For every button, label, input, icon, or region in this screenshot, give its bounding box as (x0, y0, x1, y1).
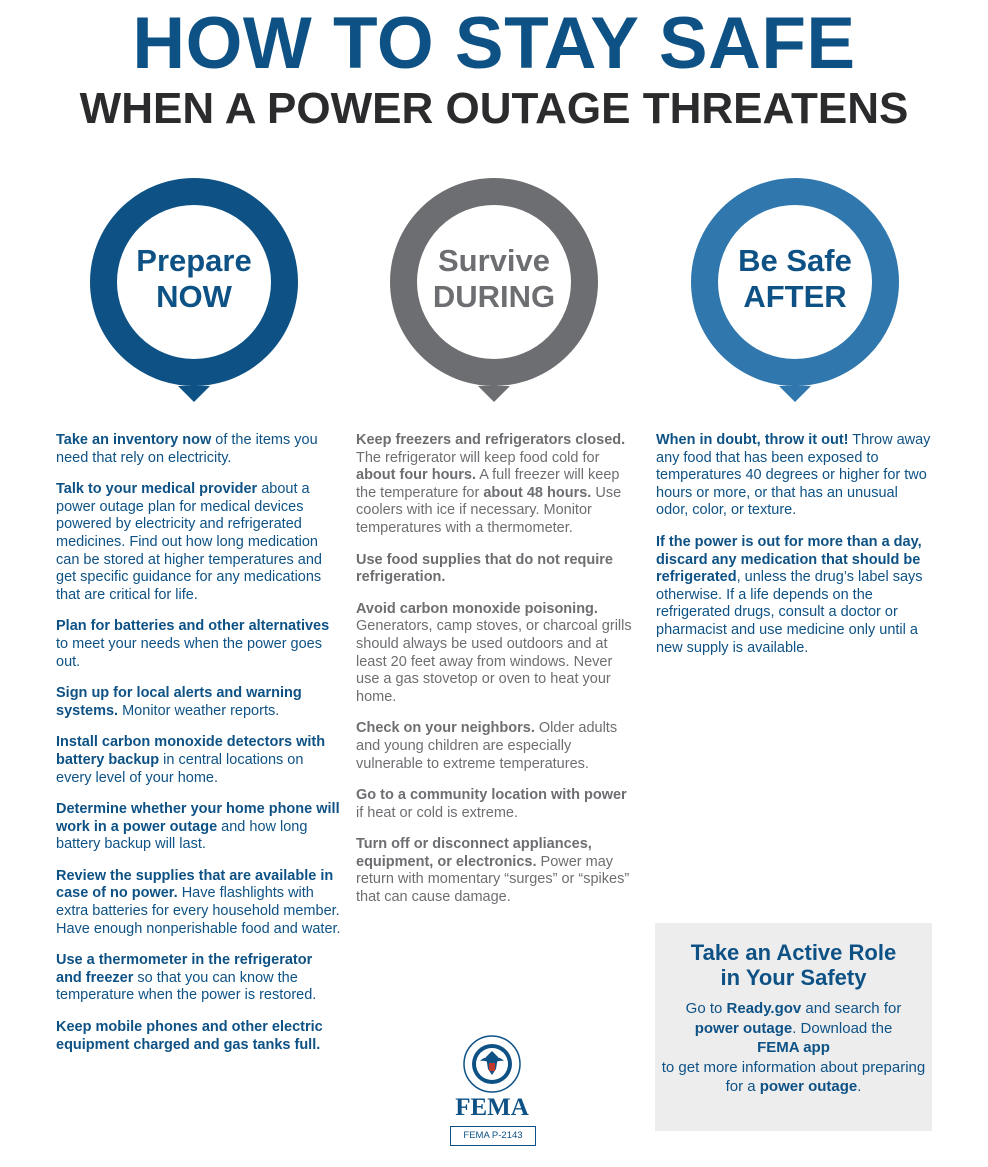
after-item: When in doubt, throw it out! Throw away any food that has been exposed to temperatures 40 degrees or higher for two hours or more, or that has an unusual odor, color, or texture. (656, 432, 931, 519)
publication-code: FEMA P-2143 (450, 1126, 536, 1146)
fema-logo-text: FEMA (455, 1094, 529, 1121)
prepare-item: Talk to your medical provider about a power outage plan for medical devices powered by electricity and refrigerated medicines. Find out how long medication can be stored at higher temperatures and get specific guidance for any medications that are critical for life. (56, 481, 322, 603)
active-role-body: Go to Ready.gov and search for power outage. Download the FEMA app to get more information about preparing for a power outage. (661, 1000, 926, 1095)
survive-item: Avoid carbon monoxide poisoning. Generators, camp stoves, or charcoal grills should always be used outdoors and at least 20 feet away from windows. Never use a gas stovetop or oven to heat your home. (356, 600, 632, 705)
prepare-item: Sign up for local alerts and warning systems. Monitor weather reports. (56, 685, 302, 719)
prepare-item: Take an inventory now of the items you need that rely on electricity. (56, 432, 318, 466)
survive-item: Go to a community location with power if heat or cold is extreme. (356, 787, 627, 821)
survive-during-ring (390, 178, 598, 386)
survive-line2: DURING (432, 279, 556, 314)
prepare-item: Determine whether your home phone will work in a power outage and how long battery backup will last. (56, 801, 340, 853)
after-line2: AFTER (743, 279, 847, 314)
ready-gov-link: Ready.gov (726, 1000, 802, 1017)
active-role-box (655, 923, 932, 1131)
page-title: HOW TO STAY SAFE (132, 3, 856, 84)
survive-item: Check on your neighbors. Older adults and young children are especially vulnerable to extreme temperatures. (356, 720, 618, 772)
prepare-column (56, 432, 341, 1068)
survive-item: Turn off or disconnect appliances, equipment, or electronics. Power may return with momentary “surges” or “spikes” that can cause damage. (356, 836, 630, 906)
prepare-item: Use a thermometer in the refrigerator and freezer so that you can know the temperature when the power is restored. (56, 952, 317, 1004)
dhs-seal-icon (463, 1035, 521, 1093)
after-line1: Be Safe (738, 243, 852, 278)
survive-column (356, 432, 632, 921)
page-subtitle: WHEN A POWER OUTAGE THREATENS (79, 84, 909, 133)
prepare-item: Install carbon monoxide detectors with battery backup in central locations on every level of your home. (56, 734, 326, 786)
after-column (656, 432, 931, 671)
prepare-line1: Prepare (136, 243, 252, 278)
active-role-title: Take an Active Role in Your Safety (690, 940, 897, 990)
survive-line1: Survive (437, 243, 550, 278)
after-item: If the power is out for more than a day, discard any medication that should be refrigerated, unless the drug’s label says otherwise. If a life depends on the refrigerated drugs, consult a doctor or pharmacist and use medicine only until a new supply is available. (656, 533, 923, 656)
after-arrow-down-icon (779, 386, 811, 402)
prepare-arrow-down-icon (178, 386, 210, 402)
prepare-item: Keep mobile phones and other electric equipment charged and gas tanks full. (56, 1019, 323, 1053)
be-safe-after-ring (691, 178, 899, 386)
survive-item: Use food supplies that do not require refrigeration. (356, 551, 613, 586)
prepare-line2: NOW (156, 279, 232, 314)
prepare-now-ring (90, 178, 298, 386)
survive-arrow-down-icon (478, 386, 510, 402)
prepare-item: Review the supplies that are available in case of no power. Have flashlights with extra batteries for every household member. Have enough nonperishable food and water. (56, 867, 341, 937)
survive-item: Keep freezers and refrigerators closed. The refrigerator will keep food cold for about four hours. A full freezer will keep the temperature for about 48 hours. Use coolers with ice if necessary. Monitor temperatures with a thermometer. (356, 432, 626, 536)
prepare-item: Plan for batteries and other alternatives to meet your needs when the power goes out. (56, 618, 330, 670)
